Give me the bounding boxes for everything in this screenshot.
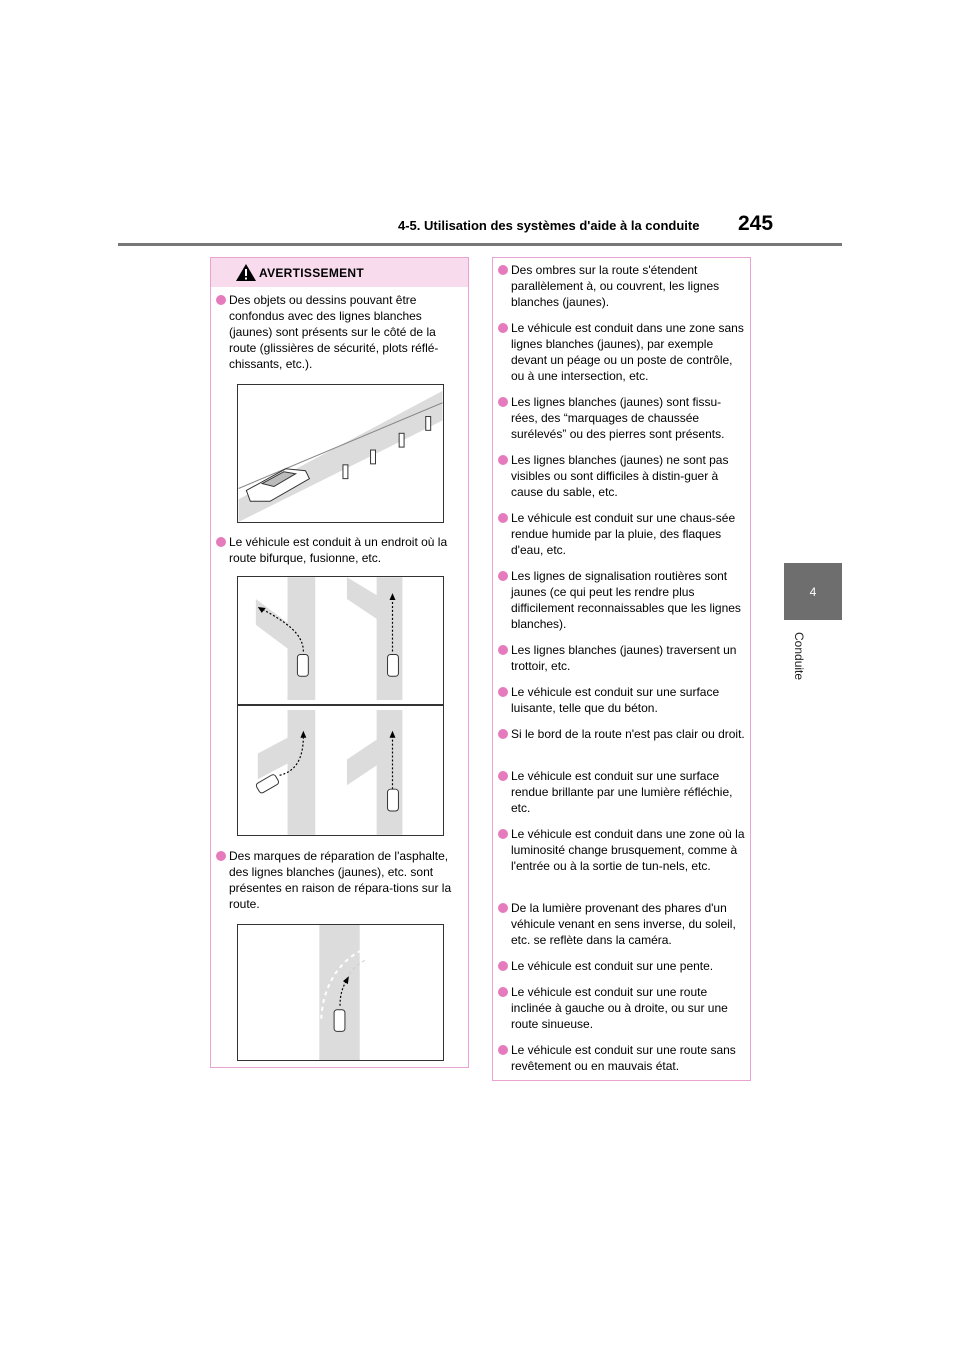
condition-item: De la lumière provenant des phares d'un véhicule venant en sens inverse, du soleil, etc. se reflète dans la caméra.: [498, 900, 746, 948]
condition-item: Les lignes blanches (jaunes) traversent un trottoir, etc.: [498, 642, 746, 674]
bullet-icon: [498, 645, 508, 655]
bullet-icon: [216, 537, 226, 547]
condition-item: Les lignes blanches (jaunes) sont fissu-rées, des “marquages de chaussée surélevés” ou des pierres sont présents.: [498, 394, 746, 442]
bullet-icon: [216, 851, 226, 861]
conditions-box: [492, 257, 751, 1081]
car-icon: [334, 1010, 345, 1032]
header-divider: [118, 243, 842, 246]
bullet-icon: [498, 1045, 508, 1055]
condition-item: Le véhicule est conduit sur une chaus-sée rendue humide par la pluie, des flaques d'eau, etc.: [498, 510, 746, 558]
condition-item: Le véhicule est conduit sur une route sans revêtement ou en mauvais état.: [498, 1042, 746, 1074]
bullet-icon: [498, 903, 508, 913]
warning-title: AVERTISSEMENT: [259, 265, 365, 280]
chapter-number: 4: [809, 584, 817, 599]
bullet-icon: [498, 265, 508, 275]
warning-item: Le véhicule est conduit à un endroit où la route bifurque, fusionne, etc.: [216, 534, 464, 566]
condition-item: Le véhicule est conduit sur une surface luisante, telle que du béton.: [498, 684, 746, 716]
section-title: 4-5. Utilisation des systèmes d'aide à la conduite: [398, 218, 700, 233]
condition-item: Les lignes de signalisation routières sont jaunes (ce qui peut les rendre plus difficilement reconnaissables que les lignes blanches).: [498, 568, 746, 632]
bullet-icon: [498, 455, 508, 465]
condition-item: Le véhicule est conduit sur une surface rendue brillante par une lumière réfléchie, etc.: [498, 768, 746, 816]
chapter-label: Conduite: [792, 632, 806, 681]
bullet-icon: [498, 323, 508, 333]
warning-box: [210, 257, 469, 1068]
bullet-icon: [498, 397, 508, 407]
bullet-icon: [498, 687, 508, 697]
warning-triangle-icon: [235, 263, 257, 282]
condition-item: Le véhicule est conduit dans une zone où la luminosité change brusquement, comme à l'entrée ou à la sortie de tun-nels, etc.: [498, 826, 746, 874]
bullet-icon: [498, 987, 508, 997]
warning-header: [211, 258, 468, 287]
condition-item: Le véhicule est conduit dans une zone sans lignes blanches (jaunes), par exemple devant un péage ou un poste de contrôle, ou à une intersection, etc.: [498, 320, 746, 384]
roadside-posts-figure: [237, 384, 444, 523]
condition-item: Le véhicule est conduit sur une pente.: [498, 958, 746, 974]
chapter-tab[interactable]: [784, 563, 842, 620]
condition-item: Si le bord de la route n'est pas clair ou droit.: [498, 726, 746, 742]
page-number: 245: [738, 212, 774, 235]
bullet-icon: [498, 771, 508, 781]
bullet-icon: [216, 295, 226, 305]
bullet-icon: [498, 829, 508, 839]
bullet-icon: [498, 513, 508, 523]
warning-item: Des marques de réparation de l'asphalte, des lignes blanches (jaunes), etc. sont présentes en raison de répara-tions sur la route.: [216, 848, 464, 912]
condition-item: Le véhicule est conduit sur une route inclinée à gauche ou à droite, ou sur une route sinueuse.: [498, 984, 746, 1032]
condition-item: Les lignes blanches (jaunes) ne sont pas visibles ou sont difficiles à distin-guer à cause du sable, etc.: [498, 452, 746, 500]
bullet-icon: [498, 961, 508, 971]
road-branch-figure: [237, 576, 444, 836]
warning-item: Des objets ou dessins pouvant être confondus avec des lignes blanches (jaunes) sont présents sur le côté de la route (glissières de sécurité, plots réflé-chissants, etc.).: [216, 292, 464, 372]
bullet-icon: [498, 729, 508, 739]
condition-item: Des ombres sur la route s'étendent parallèlement à, ou couvrent, les lignes blanches (jaunes).: [498, 262, 746, 310]
road-repair-figure: [237, 924, 444, 1061]
bullet-icon: [498, 571, 508, 581]
